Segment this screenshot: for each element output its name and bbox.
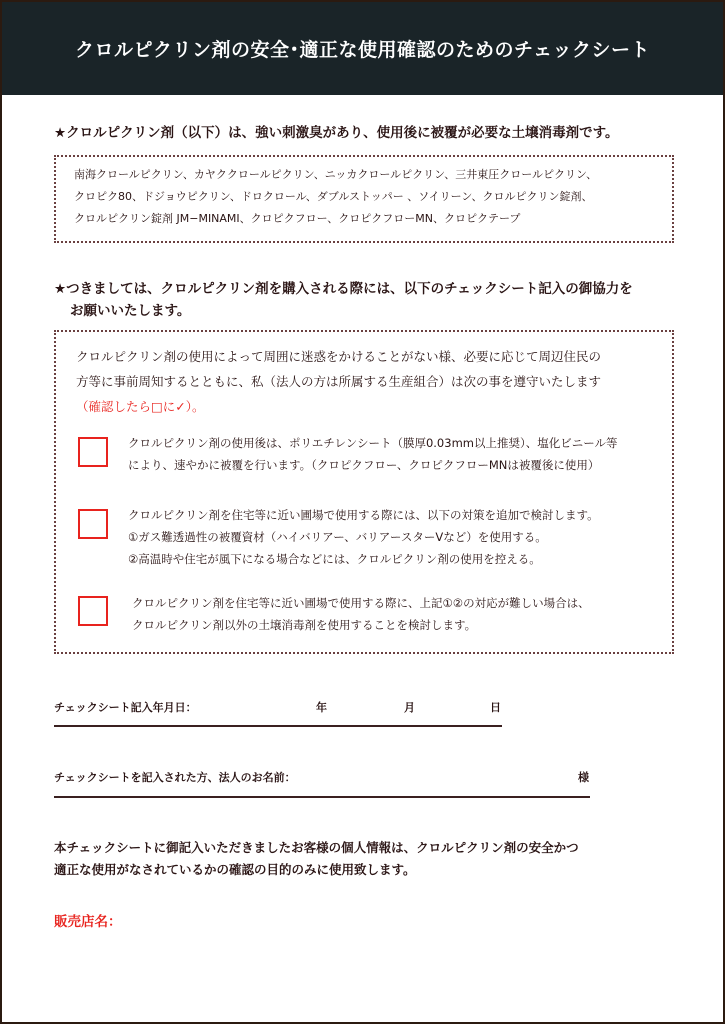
page-title: クロルピクリン剤の安全･適正な使用確認のためのチェックシート bbox=[2, 2, 723, 95]
pledge-line: クロルピクリン剤の使用によって周囲に迷惑をかけることがない様、必要に応じて周辺住民の bbox=[76, 349, 602, 364]
check-line: クロルピクリン剤を住宅等に近い圃場で使用する際には、以下の対策を追加で検討します。 bbox=[128, 508, 599, 522]
privacy-line: 本チェックシートに御記入いただきましたお客様の個人情報は、クロルピクリン剤の安全かつ bbox=[54, 840, 579, 855]
intro-text: ★クロルピクリン剤（以下）は、強い刺激臭があり、使用後に被覆が必要な土壌消毒剤です。 bbox=[54, 125, 619, 141]
name-input-line[interactable] bbox=[54, 796, 590, 798]
checkbox-alternative-disinfectant[interactable] bbox=[78, 596, 108, 626]
month-label: 月 bbox=[404, 701, 415, 714]
pledge-note: （確認したら□に✓）。 bbox=[76, 399, 205, 414]
product-list-box bbox=[54, 155, 674, 243]
name-suffix: 様 bbox=[578, 771, 589, 784]
check-line: クロルピクリン剤の使用後は、ポリエチレンシート（膜厚0.03mm以上推奨）、塩化ビニール等 bbox=[128, 436, 618, 450]
product-line: クロピク80、ドジョウピクリン、ドロクロール、ダブルストッパー 、ソイリーン、クロルピクリン錠剤、 bbox=[74, 190, 593, 203]
product-line: 南海クロールピクリン、カヤククロールピクリン、ニッカクロールピクリン、三井東圧クロールピクリン、 bbox=[74, 168, 598, 181]
name-label: チェックシートを記入された方、法人のお名前： bbox=[54, 771, 296, 784]
pledge-box bbox=[54, 330, 674, 654]
privacy-line: 適正な使用がなされているかの確認の目的のみに使用致します。 bbox=[54, 862, 416, 877]
check-line: クロルピクリン剤以外の土壌消毒剤を使用することを検討します。 bbox=[132, 618, 477, 632]
check-line: ②高温時や住宅が風下になる場合などには、クロルピクリン剤の使用を控える。 bbox=[128, 552, 541, 566]
check-line: により、速やかに被覆を行います。（クロピクフロー、クロピクフローMNは被覆後に使用） bbox=[128, 458, 600, 472]
store-name-label: 販売店名： bbox=[54, 914, 122, 930]
request-line: お願いいたします。 bbox=[70, 303, 191, 319]
day-label: 日 bbox=[490, 701, 501, 714]
product-line: クロルピクリン錠剤 JM−MINAMI、クロピクフロー、クロピクフローMN、クロピクテープ bbox=[74, 212, 521, 225]
request-text bbox=[54, 278, 633, 322]
check-item-1 bbox=[128, 432, 618, 476]
year-label: 年 bbox=[316, 701, 327, 714]
check-line: ①ガス難透過性の被覆資材（ハイバリアー、バリアースターVなど）を使用する。 bbox=[128, 530, 547, 544]
privacy-notice bbox=[54, 837, 579, 881]
date-input-line[interactable] bbox=[54, 725, 502, 727]
checkbox-near-residence-measures[interactable] bbox=[78, 509, 108, 539]
checkbox-cover-after-use[interactable] bbox=[78, 437, 108, 467]
date-label: チェックシート記入年月日： bbox=[54, 701, 197, 714]
pledge-line: 方等に事前周知するとともに、私（法人の方は所属する生産組合）は次の事を遵守いたします bbox=[76, 374, 602, 389]
check-item-3 bbox=[132, 592, 590, 636]
check-line: クロルピクリン剤を住宅等に近い圃場で使用する際に、上記①②の対応が難しい場合は、 bbox=[132, 596, 590, 610]
check-item-2 bbox=[128, 504, 599, 570]
request-line: ★つきましては、クロルピクリン剤を購入される際には、以下のチェックシート記入の御協力を bbox=[54, 281, 633, 297]
